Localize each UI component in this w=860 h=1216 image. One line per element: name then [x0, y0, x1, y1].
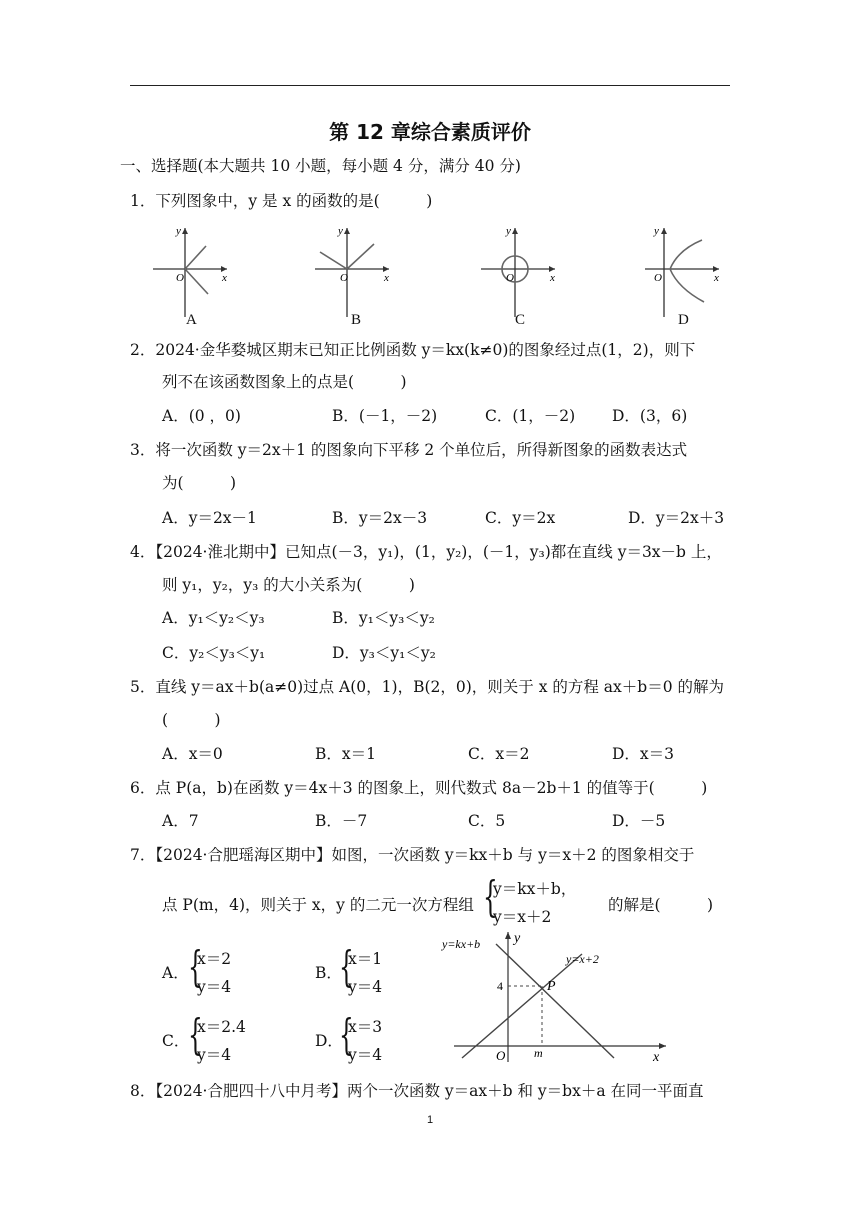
q7-option-d-eq2: y＝4	[348, 1046, 383, 1064]
q7-label-y: y	[514, 931, 521, 946]
q7-figure	[438, 930, 674, 1066]
svg-text:y: y	[506, 225, 511, 237]
q7-option-b-letter: B．	[315, 964, 342, 982]
q7-label-kx: y=kx+b	[442, 937, 481, 951]
q1-label-a: A	[186, 312, 197, 328]
q5-option-a: A．x＝0	[162, 745, 223, 763]
page-number: 1	[426, 1114, 434, 1126]
q7-option-d-letter: D．	[315, 1032, 343, 1050]
svg-text:O: O	[176, 272, 184, 284]
q4-option-c: C．y₂＜y₃＜y₁	[162, 644, 266, 662]
q7-system-brace: {	[483, 872, 498, 921]
svg-text:y: y	[654, 225, 659, 237]
q7-system-eq1: y＝kx＋b，	[493, 880, 577, 898]
q4-line1: 4．【2024·淮北期中】已知点(－3，y₁)，(1，y₂)，(－1，y₃)都在直线 y＝3x－b 上，	[130, 543, 722, 561]
svg-text:x: x	[714, 272, 719, 284]
q5-option-d: D．x＝3	[612, 745, 675, 763]
svg-text:y: y	[176, 225, 181, 237]
q4-option-d: D．y₃＜y₁＜y₂	[332, 644, 436, 662]
q7-label-x2: y=x+2	[566, 952, 599, 966]
q6-option-c: C．5	[468, 812, 506, 830]
svg-text:x: x	[550, 272, 555, 284]
q1-graph-a	[150, 222, 230, 322]
q6-option-a: A．7	[162, 812, 199, 830]
q4-option-b: B．y₁＜y₃＜y₂	[332, 609, 435, 627]
q4-option-a: A．y₁＜y₂＜y₃	[162, 609, 265, 627]
q6-option-b: B．－7	[315, 812, 368, 830]
q6-option-d: D．－5	[612, 812, 666, 830]
q2-line2: 列不在该函数图象上的点是( )	[162, 373, 407, 391]
q1-label-c: C	[515, 312, 526, 328]
q7-option-b-eq2: y＝4	[348, 978, 383, 996]
section-heading: 一、选择题(本大题共 10 小题，每小题 4 分，满分 40 分)	[120, 157, 521, 175]
q5-option-b: B．x＝1	[315, 745, 376, 763]
q3-line2: 为( )	[162, 474, 237, 492]
q7-line2a: 点 P(m，4)，则关于 x，y 的二元一次方程组	[162, 896, 474, 914]
svg-text:O: O	[340, 272, 348, 284]
top-rule	[130, 85, 730, 86]
q7-option-c-eq1: x＝2.4	[197, 1018, 246, 1036]
q7-line1: 7．【2024·合肥瑶海区期中】如图，一次函数 y＝kx＋b 与 y＝x＋2 的图象相交于	[130, 846, 695, 864]
q7-option-c-letter: C．	[162, 1032, 190, 1050]
q7-option-a-letter: A．	[162, 964, 189, 982]
q2-option-b: B．(－1，－2)	[332, 407, 438, 425]
q4-line2: 则 y₁，y₂，y₃ 的大小关系为( )	[162, 576, 415, 594]
q2-option-a: A．(0 ，0)	[162, 407, 241, 425]
q7-label-4: 4	[497, 979, 503, 993]
svg-text:x: x	[384, 272, 389, 284]
q3-option-b: B．y＝2x－3	[332, 509, 428, 527]
q7-option-d-eq1: x＝3	[348, 1018, 383, 1036]
q2-option-c: C．(1，－2)	[485, 407, 576, 425]
q1-label-d: D	[678, 312, 689, 328]
q2-line1: 2．2024·金华婺城区期末已知正比例函数 y＝kx(k≠0)的图象经过点(1，2)，则下	[130, 341, 696, 359]
svg-text:x: x	[222, 272, 227, 284]
q1-graph-d	[642, 222, 722, 322]
q5-option-c: C．x＝2	[468, 745, 530, 763]
page-title: 第 12 章综合素质评价	[329, 120, 531, 144]
q3-line1: 3．将一次函数 y＝2x＋1 的图象向下平移 2 个单位后，所得新图象的函数表达式	[130, 441, 688, 459]
svg-text:y: y	[338, 225, 343, 237]
q7-option-b-eq1: x＝1	[348, 950, 383, 968]
q7-option-a-brace: {	[188, 942, 203, 991]
q2-option-d: D．(3，6)	[612, 407, 688, 425]
q1-graph-b	[312, 222, 392, 322]
q7-option-c-eq2: y＝4	[197, 1046, 232, 1064]
q7-option-c-brace: {	[188, 1010, 203, 1059]
q7-option-d-brace: {	[339, 1010, 354, 1059]
q7-label-o: O	[496, 1048, 506, 1063]
q1-label-b: B	[351, 312, 362, 328]
q8-line1: 8．【2024·合肥四十八中月考】两个一次函数 y＝ax＋b 和 y＝bx＋a 在同一平面直	[130, 1082, 704, 1100]
q6-line1: 6．点 P(a，b)在函数 y＝4x＋3 的图象上，则代数式 8a－2b＋1 的值等于( )	[130, 779, 708, 797]
q7-label-x: x	[653, 1050, 660, 1065]
q3-option-d: D．y＝2x＋3	[628, 509, 725, 527]
q7-option-a-eq1: x＝2	[197, 950, 232, 968]
q7-option-b-brace: {	[339, 942, 354, 991]
q1-stem: 1．下列图象中，y 是 x 的函数的是( )	[130, 192, 433, 210]
q5-line2: ( )	[162, 711, 221, 729]
svg-text:O: O	[654, 272, 662, 284]
q1-graph-c	[478, 222, 558, 322]
q7-system-eq2: y＝x＋2	[493, 908, 552, 926]
q7-line2b: 的解是( )	[608, 896, 714, 914]
svg-text:O: O	[506, 272, 514, 284]
q3-option-c: C．y＝2x	[485, 509, 556, 527]
q7-label-m: m	[534, 1046, 543, 1060]
q7-label-p: P	[547, 979, 556, 994]
q7-option-a-eq2: y＝4	[197, 978, 232, 996]
q3-option-a: A．y＝2x－1	[162, 509, 257, 527]
q5-line1: 5．直线 y＝ax＋b(a≠0)过点 A(0，1)，B(2，0)，则关于 x 的方程 ax＋b＝0 的解为	[130, 678, 724, 696]
